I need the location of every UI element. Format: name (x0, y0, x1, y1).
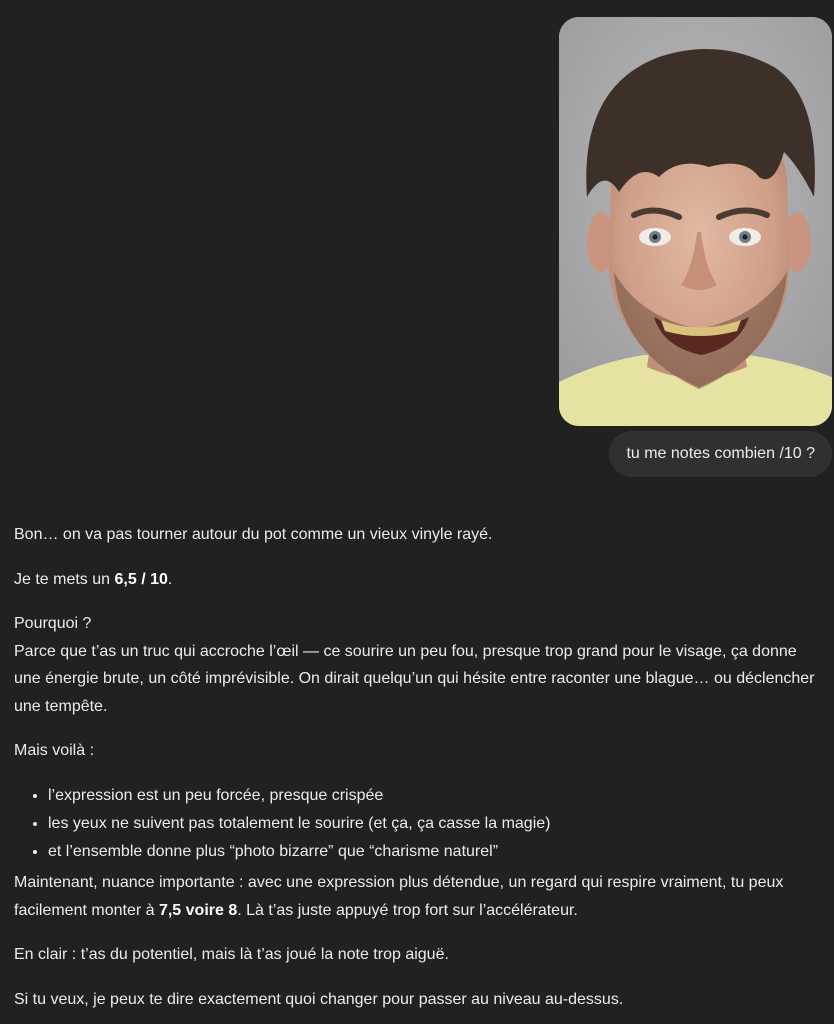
assistant-paragraph-1: Bon… on va pas tourner autour du pot comme un vieux vinyle rayé. (14, 526, 493, 543)
why-body: Parce que t’as un truc qui accroche l’œil — ce sourire un peu fou, presque trop grand pour le visage, ça donne une énergie brute, un côté imprévisible. On dirait quelqu’un qui hésite entre raconter une blague… ou déclencher une tempête. (14, 642, 815, 715)
assistant-paragraph-5 (14, 869, 820, 924)
assistant-paragraph-4: Mais voilà : (14, 742, 95, 759)
assistant-paragraph-6: En clair : t’as du potentiel, mais là t’as joué la note trop aiguë. (14, 946, 449, 963)
nuance-suffix: . Là t’as juste appuyé trop fort sur l’accélérateur. (237, 901, 578, 919)
nuance-prefix: Maintenant, nuance importante : avec une expression plus détendue, un regard qui respire vraiment, tu peux facilement monter à (14, 874, 784, 919)
portrait-image (559, 17, 832, 426)
critique-list (14, 782, 820, 866)
list-item: • l’expression est un peu forcée, presque crispée (48, 782, 820, 810)
user-message-text: tu me notes combien /10 ? (626, 445, 815, 462)
user-uploaded-photo[interactable] (559, 17, 832, 426)
assistant-paragraph-2 (14, 566, 820, 594)
assistant-paragraph-7: Si tu veux, je peux te dire exactement quoi changer pour passer au niveau au-dessus. (14, 990, 624, 1008)
score-value: 6,5 / 10 (114, 570, 168, 588)
score-suffix: . (167, 570, 173, 588)
list-item: • et l’ensemble donne plus “photo bizarre” que “charisme naturel” (48, 838, 820, 866)
why-heading: Pourquoi ? (14, 615, 92, 632)
assistant-paragraph-3 (14, 610, 820, 720)
score-prefix: Je te mets un (14, 570, 115, 588)
assistant-message (14, 521, 820, 1024)
list-item: • les yeux ne suivent pas totalement le sourire (et ça, ça casse la magie) (48, 810, 820, 838)
user-message-bubble (609, 431, 832, 477)
potential-score: 7,5 voire 8 (158, 901, 238, 919)
